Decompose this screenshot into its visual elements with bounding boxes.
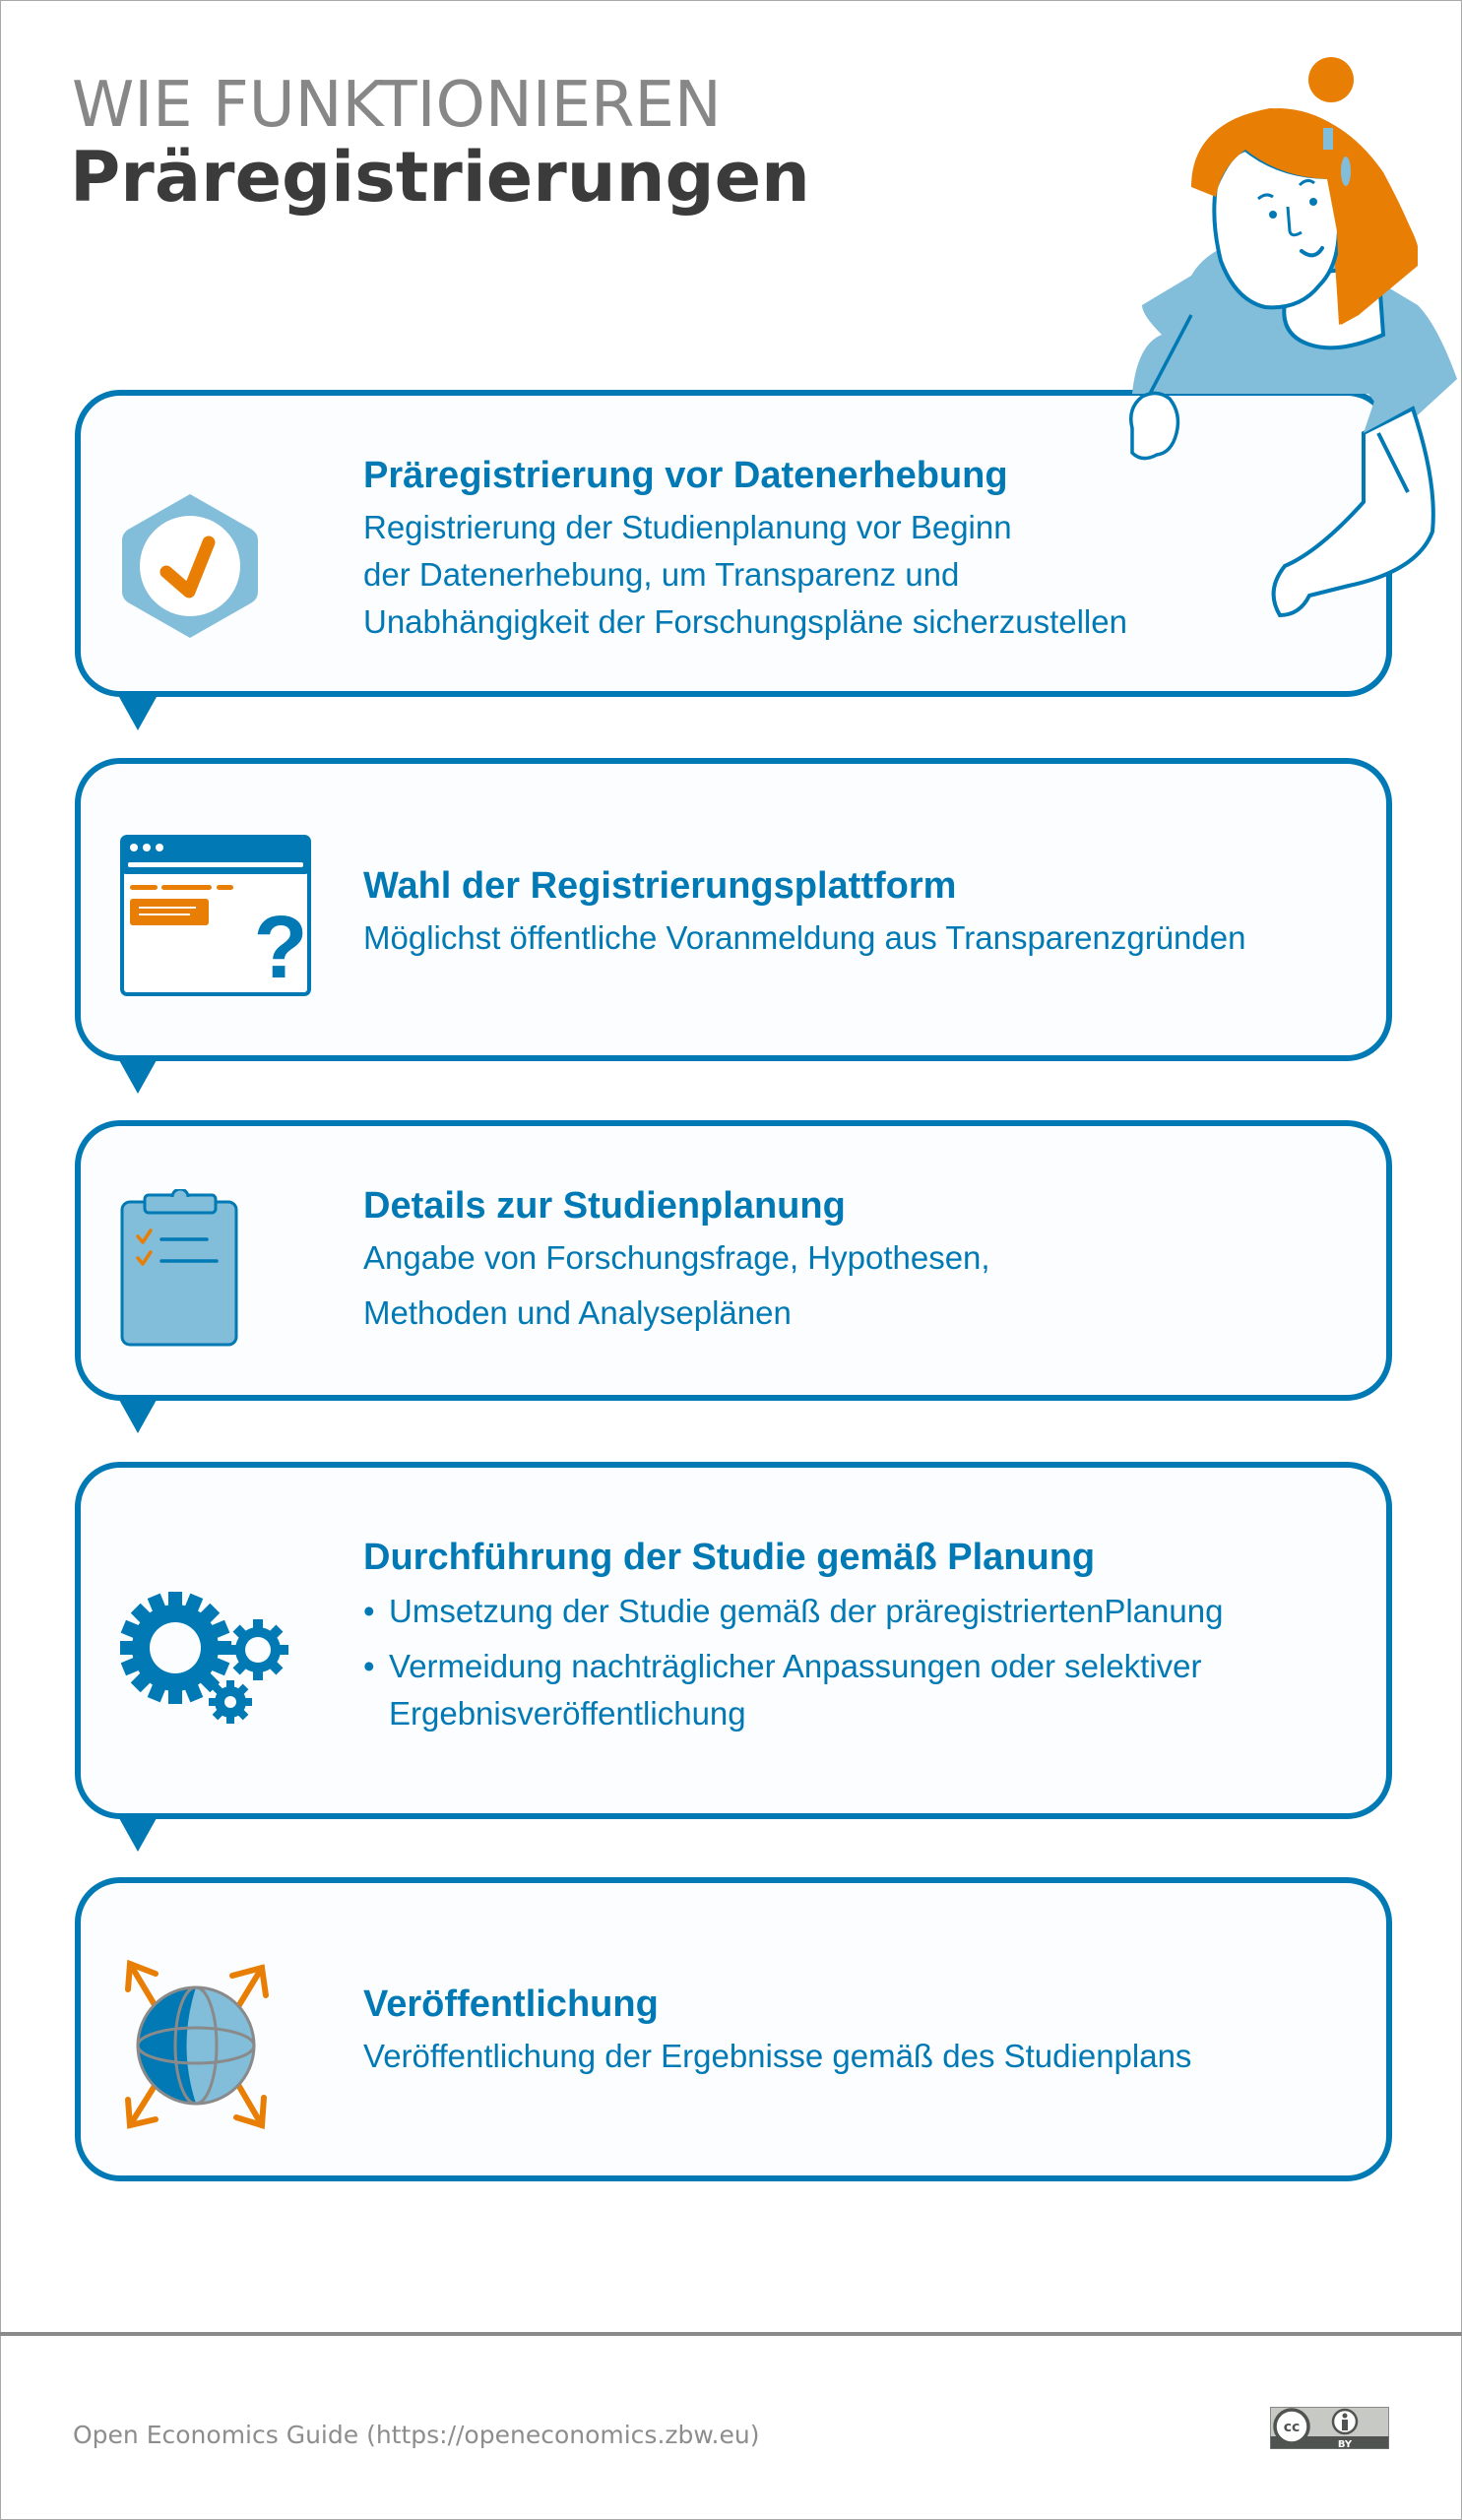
step-5-body-line: Veröffentlichung der Ergebnisse gemäß des Studienplans — [363, 2038, 1192, 2074]
step-4-bullet: • Vermeidung nachträglicher Anpassungen oder selektiver Ergebnisveröffentlichung — [363, 1643, 1304, 1737]
card-2-pointer — [119, 1060, 157, 1094]
footer-source-link[interactable]: Open Economics Guide (https://openeconomics.zbw.eu) — [73, 2421, 760, 2449]
title-kicker: WIE FUNKTIONIEREN — [72, 69, 722, 142]
clipboard-checklist-icon — [120, 1189, 238, 1352]
by-label: BY — [1337, 2439, 1353, 2449]
browser-question-icon — [120, 835, 311, 1001]
step-1-body — [363, 504, 1347, 646]
cc-by-license-badge[interactable] — [1270, 2407, 1389, 2449]
step-3-body-line: Angabe von Forschungsfrage, Hypothesen, — [363, 1239, 990, 1276]
step-card-1 — [75, 390, 1392, 697]
step-1-title: Präregistrierung vor Datenerhebung — [363, 455, 1008, 496]
footer-divider — [0, 2332, 1462, 2336]
step-card-2 — [75, 758, 1392, 1061]
step-2-text — [363, 863, 1347, 962]
step-3-text — [363, 1183, 1347, 1341]
step-2-title: Wahl der Registrierungsplattform — [363, 865, 957, 907]
card-3-pointer — [119, 1400, 157, 1433]
step-1-body-line: der Datenerhebung, um Transparenz und — [363, 556, 960, 593]
step-4-text — [363, 1535, 1347, 1745]
cc-label: cc — [1283, 2420, 1301, 2435]
step-2-body — [363, 914, 1347, 962]
step-5-title: Veröffentlichung — [363, 1984, 659, 2025]
step-2-body-line: Möglichst öffentliche Voranmeldung aus Transparenzgründen — [363, 919, 1246, 956]
step-4-title: Durchführung der Studie gemäß Planung — [363, 1537, 1096, 1578]
page-title: Präregistrierungen — [70, 137, 810, 218]
step-4-bullet-list — [363, 1588, 1347, 1737]
step-card-4 — [75, 1462, 1392, 1819]
step-5-text — [363, 1982, 1347, 2080]
step-3-title: Details zur Studienplanung — [363, 1185, 846, 1227]
step-1-body-line: Registrierung der Studienplanung vor Beginn — [363, 509, 1012, 545]
card-1-pointer — [119, 697, 157, 730]
gears-icon — [120, 1591, 297, 1733]
step-1-text — [363, 453, 1347, 646]
card-4-pointer — [119, 1818, 157, 1852]
step-5-body — [363, 2033, 1347, 2080]
step-3-body-line: Methoden und Analyseplänen — [363, 1294, 792, 1331]
step-card-5 — [75, 1877, 1392, 2181]
step-4-bullet: • Umsetzung der Studie gemäß der präregistriertenPlanung — [363, 1588, 1347, 1635]
globe-arrows-icon — [118, 1952, 276, 2144]
step-3-body — [363, 1230, 1347, 1341]
step-1-body-line: Unabhängigkeit der Forschungspläne sicherzustellen — [363, 603, 1127, 640]
svg-text:?: ? — [253, 899, 308, 996]
step-card-3 — [75, 1120, 1392, 1401]
hexagon-check-icon — [120, 492, 260, 645]
